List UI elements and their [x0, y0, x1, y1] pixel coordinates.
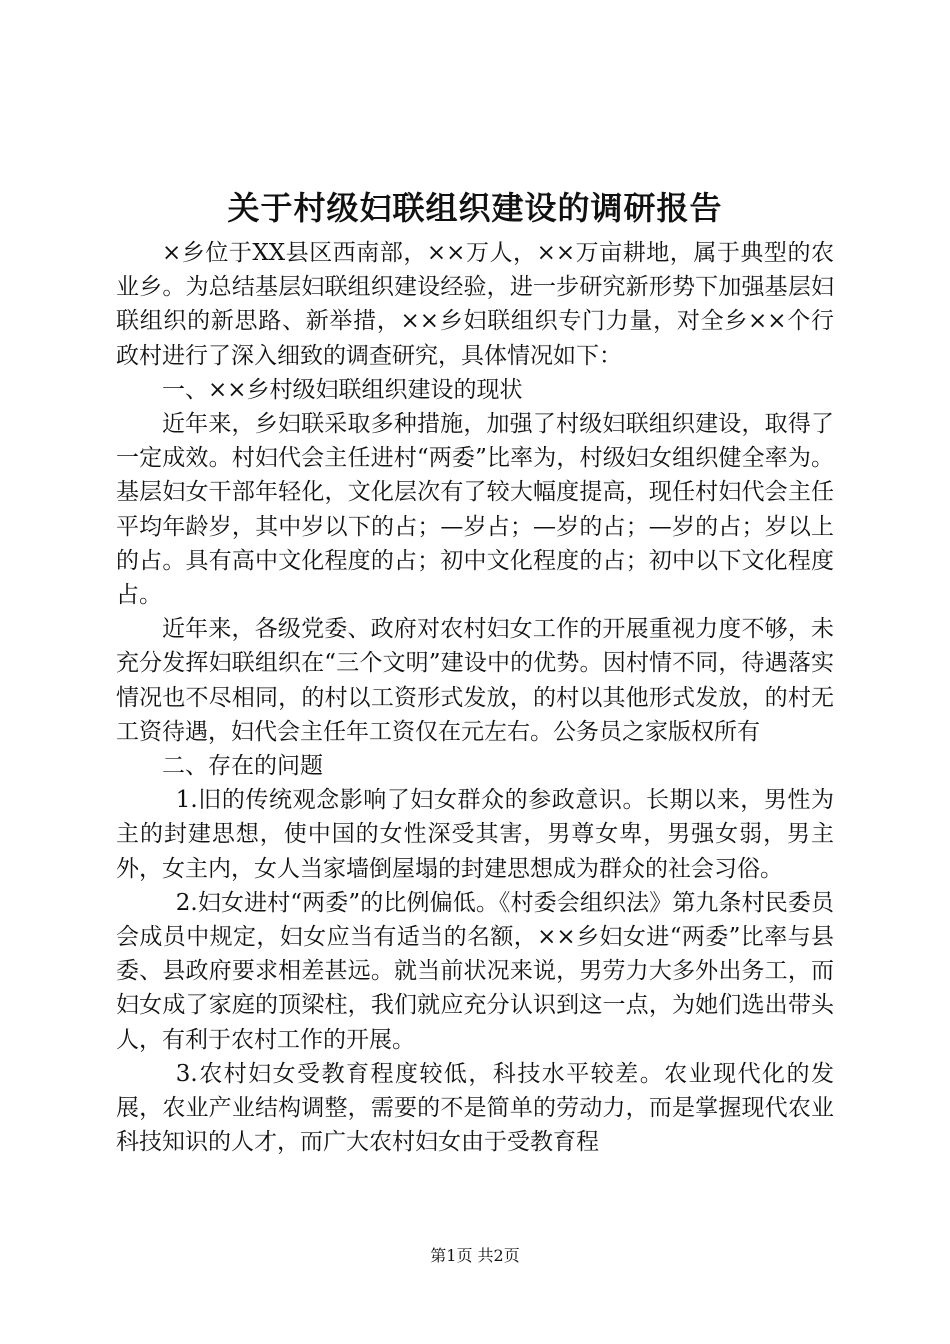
- paragraph-problem-3: 3.农村妇女受教育程度较低，科技水平较差。农业现代化的发展，农业产业结构调整，需要的不是简单的劳动力，而是掌握现代农业科技知识的人才，而广大农村妇女由于受教育程: [116, 1060, 834, 1156]
- page-footer: 第1页 共2页: [430, 1246, 520, 1265]
- paragraph-status: 近年来，乡妇联采取多种措施，加强了村级妇联组织建设，取得了一定成效。村妇代会主任进村“两委”比率为，村级妇女组织健全率为。基层妇女干部年轻化，文化层次有了较大幅度提高，现任村妇代会主任平均年龄岁，其中岁以下的占；—岁占；—岁的占；—岁的占；岁以上的占。具有高中文化程度的占；初中文化程度的占；初中以下文化程度占。: [116, 411, 834, 609]
- section-heading-problems: 二、存在的问题: [162, 753, 323, 780]
- document-body: [116, 236, 834, 1159]
- paragraph-intro: ×乡位于XX县区西南部，××万人，××万亩耕地，属于典型的农业乡。为总结基层妇联组织建设经验，进一步研究新形势下加强基层妇联组织的新思路、新举措，××乡妇联组织专门力量，对全乡××个行政村进行了深入细致的调查研究，具体情况如下：: [116, 240, 834, 369]
- paragraph-attention: 近年来，各级党委、政府对农村妇女工作的开展重视力度不够，未充分发挥妇联组织在“三个文明”建设中的优势。因村情不同，待遇落实情况也不尽相同，的村以工资形式发放，的村以其他形式发放，的村无工资待遇，妇代会主任年工资仅在元左右。公务员之家版权所有: [116, 616, 834, 745]
- paragraph-problem-1: 1.旧的传统观念影响了妇女群众的参政意识。长期以来，男性为主的封建思想，使中国的女性深受其害，男尊女卑，男强女弱，男主外，女主内，女人当家墙倒屋塌的封建思想成为群众的社会习俗。: [116, 787, 834, 882]
- section-heading-status: 一、××乡村级妇联组织建设的现状: [162, 376, 523, 403]
- document-title: 关于村级妇联组织建设的调研报告: [227, 189, 723, 227]
- paragraph-problem-2: 2.妇女进村“两委”的比例偏低。《村委会组织法》第九条村民委员会成员中规定，妇女应当有适当的名额，××乡妇女进“两委”比率与县委、县政府要求相差甚远。就当前状况来说，男劳力大多外出务工，而妇女成了家庭的顶梁柱，我们就应充分认识到这一点，为她们选出带头人，有利于农村工作的开展。: [116, 889, 834, 1053]
